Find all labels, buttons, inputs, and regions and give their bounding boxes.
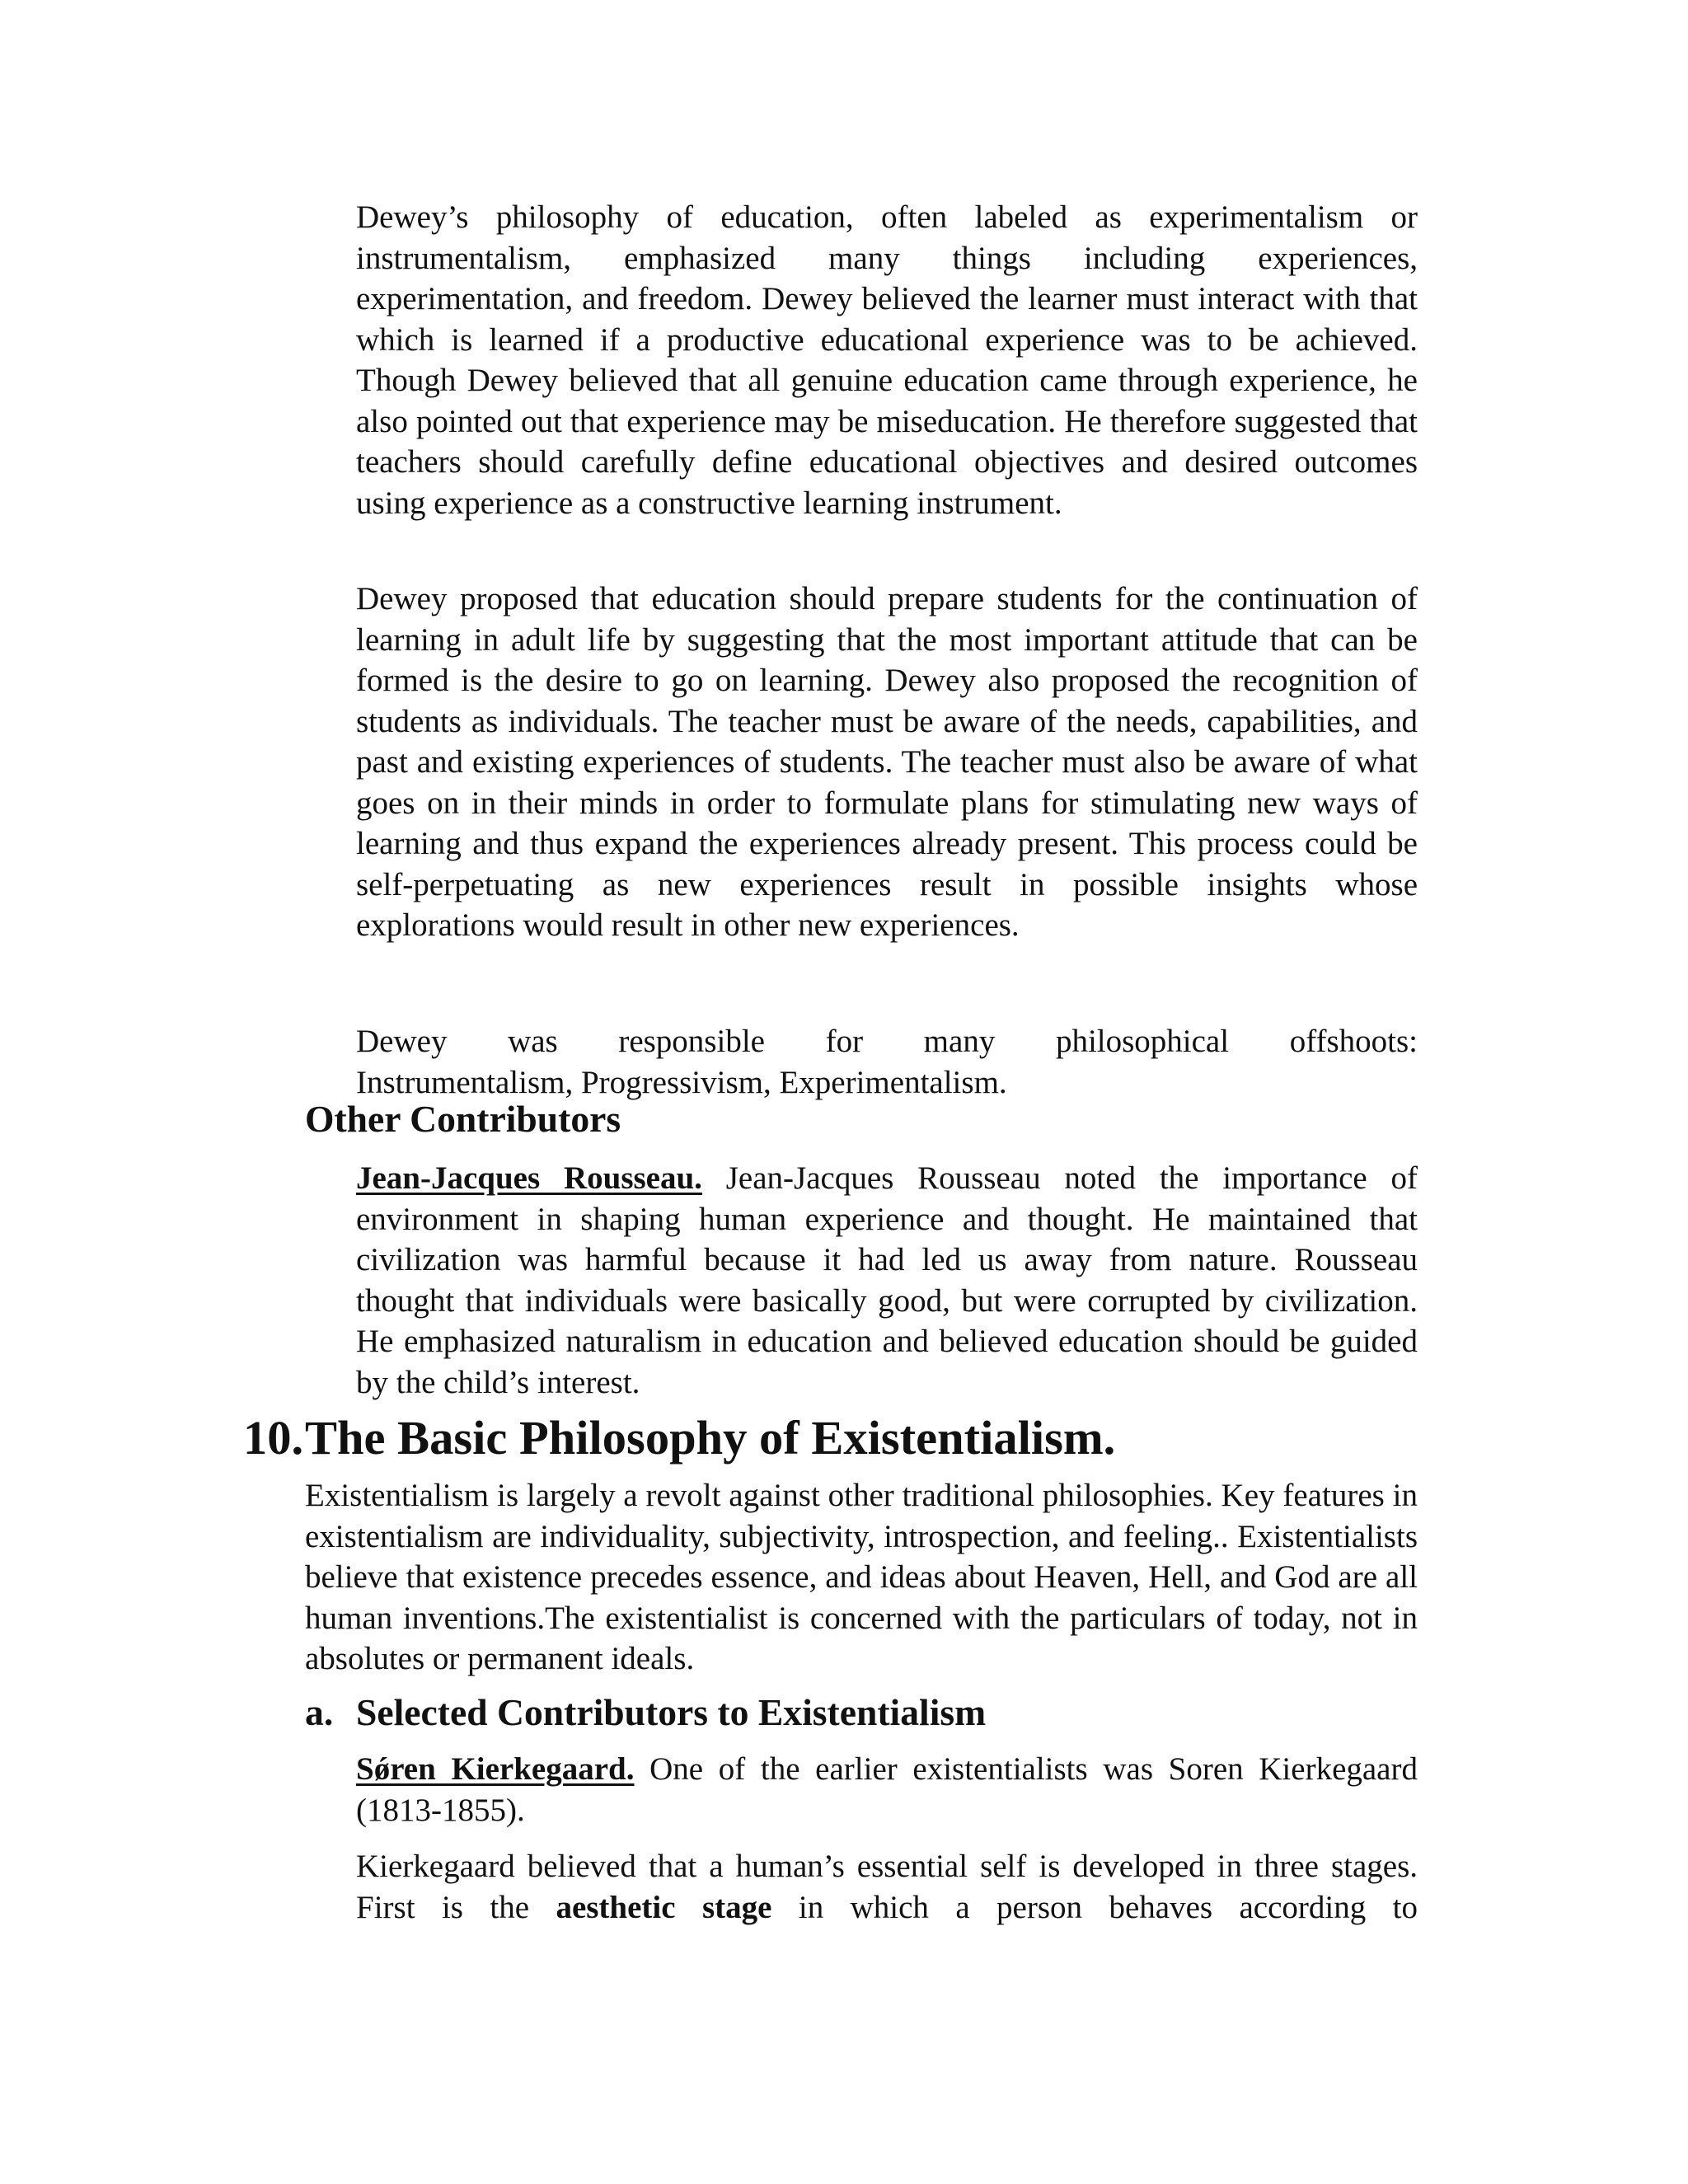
word: Dewey <box>356 1024 448 1059</box>
dewey-paragraph-2: Dewey proposed that education should prepare students for the continuation of learning in adult life by suggesting that the most important attitude that can be formed is the desire to go on learning. Dewey also proposed the recognition of students as individuals. The teacher must be aware of the needs, capabilities, and past and existing experiences of students. The teacher must also be aware of what goes on in their minds in order to formulate plans for stimulating new ways of learning and thus expand the experiences already present. This process could be self-perpetuating as new experiences result in possible insights whose explorations would result in other new experiences. <box>356 581 1418 943</box>
word: many <box>923 1024 996 1059</box>
stages-text-after: in which a person behaves according to <box>771 1889 1418 1925</box>
aesthetic-stage-term: aesthetic stage <box>556 1889 772 1925</box>
section-10-heading <box>243 1411 1116 1465</box>
existentialism-paragraph: Existentialism is largely a revolt against other traditional philosophies. Key features in existentialism are individuality, subjectivity, introspection, and feeling.. Existentialists believe that existence precedes essence, and ideas about Heaven, Hell, and God are all human inventions.The existentialist is concerned with the particulars of today, not in absolutes or permanent ideals. <box>305 1478 1418 1676</box>
section-number: 10. <box>243 1411 304 1465</box>
rousseau-name: Jean-Jacques Rousseau. <box>356 1160 702 1196</box>
kierkegaard-paragraph <box>356 1749 1418 1830</box>
dewey-paragraph-3-line-2: Instrumentalism, Progressivism, Experimentalism. <box>356 1064 1007 1100</box>
word: responsible <box>618 1024 765 1059</box>
word: philosophical <box>1055 1024 1230 1059</box>
rousseau-paragraph <box>356 1158 1418 1403</box>
stages-text-before: Kierkegaard believed that a human’s essential self is developed in three stages. First is the <box>356 1849 1418 1925</box>
dewey-paragraph-3-line-1 <box>356 1021 1418 1062</box>
section-title: The Basic Philosophy of Existentialism. <box>305 1411 1116 1465</box>
dewey-paragraph-3 <box>356 1021 1418 1103</box>
other-contributors-heading: Other Contributors <box>305 1098 621 1140</box>
kierkegaard-name: Sǿren Kierkegaard. <box>356 1751 635 1787</box>
stages-paragraph <box>356 1846 1418 1928</box>
rousseau-text: Jean-Jacques Rousseau noted the importance of environment in shaping human experience and thought. He maintained that civilization was harmful because it had led us away from nature. Rousseau thought that individuals were basically good, but were corrupted by civilization. He emphasized naturalism in education and believed education should be guided by the child’s interest. <box>356 1160 1418 1400</box>
dewey-paragraph-1: Dewey’s philosophy of education, often labeled as experimentalism or instrumentalism, emphasized many things including experiences, experimentation, and freedom. Dewey believed the learner must interact with that which is learned if a productive educational experience was to be achieved. Though Dewey believed that all genuine education came through experience, he also pointed out that experience may be miseducation. He therefore suggested that teachers should carefully define educational objectives and desired outcomes using experience as a constructive learning instrument. <box>356 199 1418 521</box>
kierkegaard-text: One of the earlier existentialists was Soren Kierkegaard (1813-1855). <box>356 1751 1418 1828</box>
subsection-letter: a. <box>305 1691 334 1733</box>
word: for <box>825 1024 864 1059</box>
word: was <box>508 1024 558 1059</box>
word: offshoots: <box>1289 1024 1418 1059</box>
subsection-title: Selected Contributors to Existentialism <box>356 1691 987 1733</box>
subsection-a-heading <box>305 1692 986 1733</box>
